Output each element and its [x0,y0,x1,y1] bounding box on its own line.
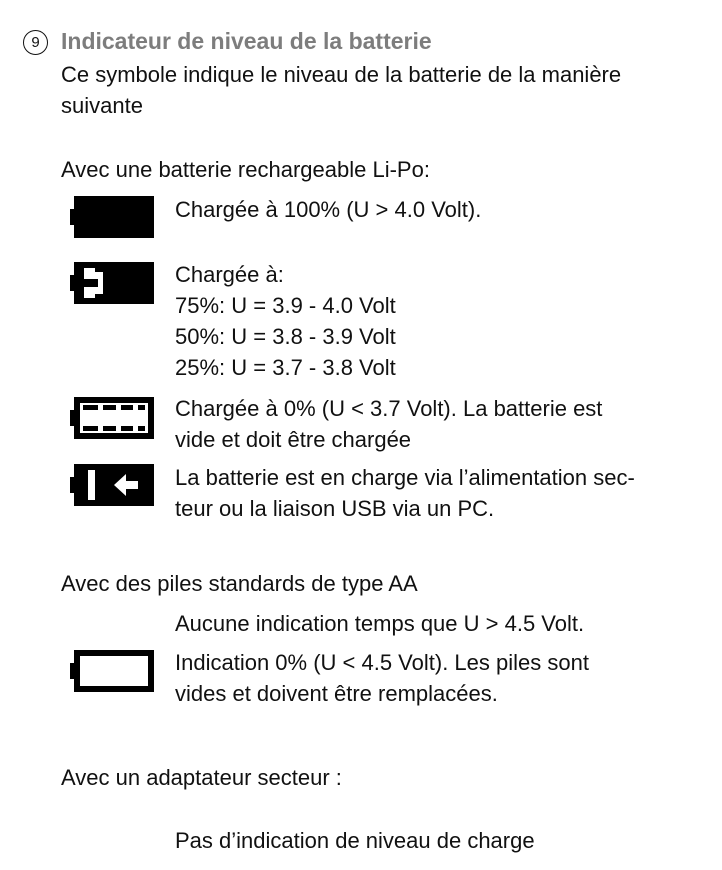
lipo-partial-75: 75%: U = 3.9 - 4.0 Volt [175,293,396,318]
adapter-note: Pas d’indication de niveau de charge [175,828,535,853]
lipo-partial-25: 25%: U = 3.7 - 3.8 Volt [175,355,396,380]
section-number-badge: 9 [23,30,48,55]
lipo-heading: Avec une batterie rechargeable Li-Po: [61,157,430,182]
lipo-full-text: Chargée à 100% (U > 4.0 Volt). [175,197,482,222]
battery-aa-empty-icon [70,650,154,692]
section-title: Indicateur de niveau de la batterie [61,28,432,54]
intro-line-2: suivante [61,93,143,118]
intro-line-1: Ce symbole indique le niveau de la batterie de la manière [61,62,622,87]
lipo-charging-line-1: La batterie est en charge via l’alimentation sec- [175,465,635,490]
battery-charging-icon [70,464,154,506]
battery-partial-icon [70,262,154,304]
lipo-empty-line-1: Chargée à 0% (U < 3.7 Volt). La batterie est [175,396,603,421]
battery-empty-icon [70,397,154,439]
lipo-charging-line-2: teur ou la liaison USB via un PC. [175,496,495,521]
aa-empty-line-1: Indication 0% (U < 4.5 Volt). Les piles sont [175,650,589,675]
lipo-empty-line-2: vide et doit être chargée [175,427,412,452]
lipo-partial-50: 50%: U = 3.8 - 3.9 Volt [175,324,396,349]
adapter-heading: Avec un adaptateur secteur : [61,765,342,790]
aa-empty-line-2: vides et doivent être remplacées. [175,681,498,706]
aa-heading: Avec des piles standards de type AA [61,571,418,596]
aa-none-text: Aucune indication temps que U > 4.5 Volt. [175,611,585,636]
battery-full-icon [70,196,154,238]
lipo-partial-title: Chargée à: [175,262,284,287]
